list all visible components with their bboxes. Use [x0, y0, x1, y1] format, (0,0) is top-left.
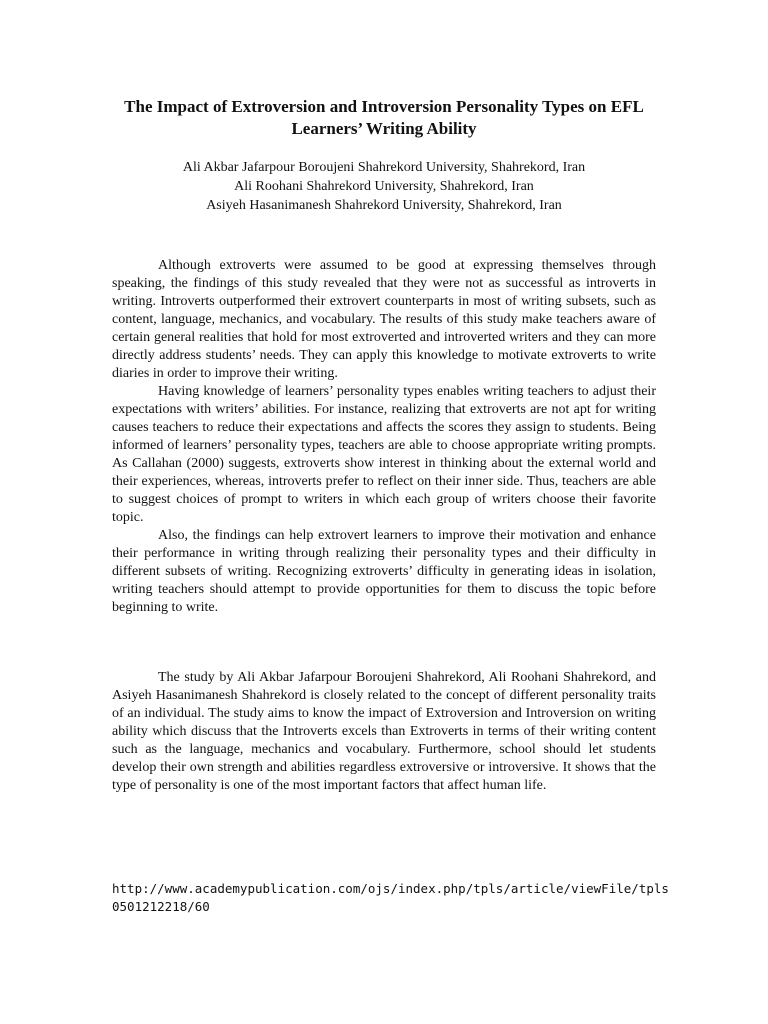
section-spacer [112, 617, 656, 669]
author-line: Ali Akbar Jafarpour Boroujeni Shahrekord University, Shahrekord, Iran [182, 160, 586, 175]
author-line: Asiyeh Hasanimanesh Shahrekord University, Shahrekord, Iran [206, 198, 562, 213]
body-paragraph: Also, the findings can help extrovert learners to improve their motivation and enhance their performance in writing through realizing their personality types and their difficulty in different subsets of writing. Recognizing extroverts’ difficulty in generating ideas in isolation, writing teachers should attempt to provide opportunities for them to discuss the topic before beginning to write. [112, 528, 656, 615]
summary-paragraph: The study by Ali Akbar Jafarpour Boroujeni Shahrekord, Ali Roohani Shahrekord, and Asiyeh Hasanimanesh Shahrekord is closely related to the concept of different personality traits of an individual. The study aims to know the impact of Extroversion and Introversion on writing ability which discuss that the Introverts excels than Extroverts in terms of their writing content such as the language, mechanics and vocabulary. Furthermore, school should let students develop their own strength and abilities regardless extroversive or introversive. It shows that the type of personality is one of the most important factors that affect human life. [112, 670, 656, 793]
author-list [112, 158, 656, 215]
document-title [112, 96, 656, 140]
body-paragraph: Although extroverts were assumed to be good at expressing themselves through speaking, the findings of this study revealed that they were not as successful as introverts in writing. Introverts outperformed their extrovert counterparts in most of writing subsets, such as content, language, mechanics, and vocabulary. The results of this study make teachers aware of certain general realities that hold for most extroverted and introverted writers and they can more directly address students’ needs. They can apply this knowledge to motivate extroverts to write diaries in order to improve their writing. [112, 258, 656, 381]
author-line: Ali Roohani Shahrekord University, Shahrekord, Iran [234, 179, 534, 194]
title-line-2: Learners’ Writing Ability [291, 119, 477, 138]
body-paragraph: Having knowledge of learners’ personality types enables writing teachers to adjust their expectations with writers’ abilities. For instance, realizing that extroverts are not apt for writing causes teachers to reduce their expectations and affects the scores they assign to students. Being informed of learners’ personality types, teachers are able to choose appropriate writing prompts. As Callahan (2000) suggests, extroverts show interest in thinking about the external world and their experiences, whereas, introverts prefer to reflect on their inner side. Thus, teachers are able to suggest choices of prompt to writers in which each group of writers choose their favorite topic. [112, 384, 656, 525]
source-url[interactable]: http://www.academypublication.com/ojs/index.php/tpls/article/viewFile/tpls0501212218/60 [112, 881, 669, 914]
title-line-1: The Impact of Extroversion and Introversion Personality Types on EFL [124, 97, 644, 116]
